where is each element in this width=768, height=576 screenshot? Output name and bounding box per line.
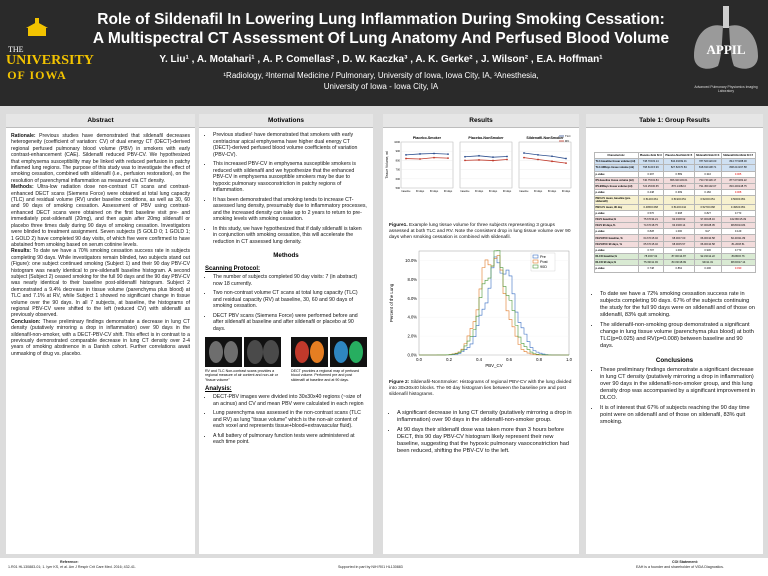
- x-tick-label: 30 days: [415, 190, 425, 193]
- table-cell: 98.80±13.84: [721, 223, 755, 229]
- old-capitol-icon: [22, 18, 52, 38]
- table-cell: 78.33±7.02: [638, 254, 663, 260]
- table-cell: 102.80±15.39: [721, 216, 755, 222]
- table-body: [594, 159, 755, 272]
- table-cell: 66.00±10.58: [694, 235, 721, 241]
- poster-header: [0, 0, 768, 106]
- list-item: • In this study, we have hypothesized that if daily sildenafil is taken in conjunction with smoking cessation, this will accelerate the reduction in CT assessed lung density.: [213, 226, 367, 246]
- chart-panel: [519, 142, 571, 188]
- table-header-cell: Sildenafil-Smk N=3: [695, 154, 720, 158]
- table-cell: 0.519±0.051: [663, 196, 694, 204]
- x-tick-label: 1.0: [566, 357, 572, 362]
- data-point: [447, 153, 449, 155]
- data-point: [551, 160, 553, 162]
- x-tick-label: baseline: [460, 190, 470, 193]
- motivations-list: [199, 128, 373, 245]
- data-point: [537, 159, 539, 161]
- table-cell: 81.20±8.51: [721, 241, 755, 247]
- appil-caption: Advanced Pulmonary Physiomics Imaging Laboratory: [694, 85, 758, 93]
- table-cell: 0.200: [694, 266, 721, 272]
- table-cell: 0.707: [638, 247, 663, 253]
- table-cell: 0.827: [694, 210, 721, 216]
- list-item: • Lung parenchyma was assessed in the non-contrast scans (TLC and RV) as lung "tissue volume" which is the non-air content of each voxel and represents tissue+blood+extravascular fluid).: [213, 410, 367, 430]
- table-cell: 818.63±108.71: [694, 165, 721, 171]
- data-point: [433, 153, 435, 155]
- table-cell: 740.75±32.84: [638, 177, 663, 183]
- affiliations: [76, 70, 686, 92]
- list-item: • It is of interest that 67% of subjects reaching the 90 day time point were on sildenafil and of those on sildenafil, 83% quit smoking.: [600, 405, 757, 426]
- noncontrast-caption: RV and TLC Non-contrast scans provides a regional measure of air content and non-air or "tissue volume": [205, 369, 278, 382]
- table-cell: 0.773: [721, 247, 755, 253]
- title-line-1: Role of Sildenafil In Lowering Lung Inflammation During Smoking Cessation:: [97, 11, 665, 28]
- table-row-label: TLC-baseline tissue volume (ml): [594, 159, 638, 165]
- table-row-label: FEV1 baseline,%: [594, 216, 638, 222]
- table-bullets: [586, 273, 763, 350]
- table-cell: 0.862: [663, 266, 694, 272]
- poster-footer: [0, 558, 768, 576]
- dect-pbv-images: [291, 337, 367, 367]
- appil-wordmark: APPIL: [706, 42, 746, 57]
- methods-image-captions: [199, 369, 373, 382]
- data-point: [565, 158, 567, 160]
- table-cell: 92.33±8.62: [663, 216, 694, 222]
- figure-2-caption: Figure 2: Sildenafil-NonSmoker: Histograms of regional PBV-CV with the lung divided into 30x30x40 blocks. The 90 day histogram lies between the baseline pre and post sildenafil histograms.: [389, 380, 572, 397]
- table-cell: 0.005: [721, 171, 755, 177]
- table-cell: 816.49±148.75: [721, 183, 755, 189]
- y-axis-label: Percent of the Lung: [389, 283, 394, 323]
- table-cell: 0.316: [694, 171, 721, 177]
- data-point: [433, 157, 435, 159]
- table-cell: 876.14±82.0: [663, 183, 694, 189]
- table-cell: NA*: [694, 229, 721, 235]
- x-tick-label: 90 days: [443, 190, 453, 193]
- table-cell: 0.773: [721, 210, 755, 216]
- legend-label: Post: [540, 260, 548, 264]
- y-tick-label: 2.0%: [407, 333, 417, 339]
- y-tick-label: 10.0%: [405, 257, 417, 263]
- x-tick-label: baseline: [401, 190, 411, 193]
- table-cell: 82.40±11.89: [721, 235, 755, 241]
- lungs-icon: [688, 4, 764, 76]
- list-item: • To date we have a 72% smoking cessation success rate in subjects completing 90 days. 67% of the subjects continuing the study for the full 90 days were on sildenafil and of those on sildenafil, 83% quit smoking.: [600, 291, 757, 319]
- motivations-methods-column: [199, 114, 373, 554]
- x-tick-label: 60 days: [488, 190, 498, 193]
- list-item: • Previous studies¹ have demonstrated that smokers with early centriacinar apical emphysema have higher dual energy CT (DECT)-derived perfused blood volume coefficients of variation (PBV-CV).: [213, 132, 367, 158]
- x-tick-label: 0.6: [506, 357, 512, 362]
- x-tick-label: 60 days: [547, 190, 557, 193]
- table-cell: 806.92±103.61: [663, 177, 694, 183]
- results-bullets: [383, 400, 579, 455]
- legend-label: RV: [565, 139, 570, 144]
- y-tick-label: 900: [395, 150, 400, 154]
- table-cell: 92.33±12.22: [694, 254, 721, 260]
- table-conclusions-column: [586, 114, 763, 554]
- table-row-label: p-value: [594, 210, 638, 216]
- table-cell: 0.527±0.068: [694, 204, 721, 210]
- data-point: [405, 154, 407, 156]
- y-tick-label: 6.0%: [407, 295, 417, 301]
- x-tick-label: 90 days: [561, 190, 571, 193]
- table-row-label: TLC-90Days tissue volume (ml): [594, 165, 638, 171]
- list-item: • Two non-contrast volume CT scans at total lung capacity (TLC) and residual capacity (RV) at baseline, 30, 60 and 90 days of smoking cessation.: [213, 290, 367, 310]
- data-point: [537, 154, 539, 156]
- table-cell: 0.748: [638, 266, 663, 272]
- table-cell: 97.00±28.05: [694, 223, 721, 229]
- group-results-table: [594, 152, 756, 273]
- list-item: • These preliminary findings demonstrate a significant decrease in lung CT density (putatively mirroring a drop in inflammation) over 90 days in the sildenafil-non-smoker group, and this lung density drop was accompanied by a significant improvement in DLCO.: [600, 367, 757, 402]
- table-cell: 0.399: [663, 190, 694, 196]
- x-tick-label: 0.4: [476, 357, 482, 362]
- x-tick-label: 0.0: [416, 357, 422, 362]
- university-logo: [6, 18, 94, 82]
- table-heading: Table 1: Group Results: [586, 114, 763, 128]
- table-header-cell: Sildenafil-NonSmk N=17: [723, 154, 754, 158]
- table-row-label: p-value: [594, 171, 638, 177]
- y-tick-label: 4.0%: [407, 314, 417, 320]
- table-cell: 66.00±10.58: [694, 241, 721, 247]
- table-cell: 98.60±17.14: [721, 260, 755, 266]
- data-point: [447, 157, 449, 159]
- x-axis-label: PBV_CV: [485, 363, 503, 368]
- list-item: • The number of subjects completed 90 day visits: 7 (in abstract) now 18 currently.: [213, 274, 367, 287]
- table-cell: 0.030: [721, 266, 755, 272]
- author-list: Y. Liu¹ , A. Motahari¹ , A. P. Comellas² , D. W. Kaczka³ , A. K. Gerke² , J. Wilson² , E.A. Hoffman¹: [159, 54, 603, 65]
- motivations-heading: Motivations: [199, 114, 373, 128]
- table-cell: 733.74±118.17: [694, 177, 721, 183]
- table-row-label: PBV-CV mean, 90 day: [594, 204, 638, 210]
- y-tick-label: 600: [395, 177, 400, 181]
- figure-1-line-charts: [383, 128, 579, 216]
- table-cell: 68.00±5.57: [663, 241, 694, 247]
- abstract-conclusion: Conclusion: These preliminary findings demonstrate a decrease in lung CT density (putatively mirroring a drop in inflammation) over 90 days in the sildenafil-non-smoker, with a DECT-PBV-CV shift. This effect is in contrast to a previously demonstrated comparable decrease in lung CT density over 2-4 years of smoking abstinence in a Danish cohort. Further correlations await unmasking of drug vs. placebo.: [11, 318, 190, 357]
- x-tick-label: 30 days: [474, 190, 484, 193]
- dect-caption: DECT provides a regional map of perfused blood volume. Performed pre and post sildenafil at baseline and at 90 days.: [291, 369, 360, 382]
- title-line-2: A Multispectral CT Assessment Of Lung Anatomy And Perfused Blood Volume: [92, 30, 670, 47]
- data-point: [492, 156, 494, 158]
- table-row-label: PBV-CV mean, baseline (pre-sildenafil): [594, 196, 638, 204]
- table-cell: 827.82±70.84: [663, 165, 694, 171]
- table-header-cell: Placebo-Smk N=3: [639, 154, 662, 158]
- table-row-label: p-value: [594, 229, 638, 235]
- table-cell: 93.33±8.14: [663, 223, 694, 229]
- table-row-label: FEV1/FVC 90 days, %: [594, 241, 638, 247]
- table-row: [594, 196, 755, 204]
- results-column: [383, 114, 579, 554]
- data-point: [523, 152, 525, 154]
- table-cell: 0.589: [663, 171, 694, 177]
- conclusions-list: [586, 367, 763, 426]
- table-cell: 0.509±0.051: [721, 196, 755, 204]
- list-item: • DECT PBV scans (Siemens Force) were performed before and after sildenafil at baseline and after sildenafil or placebo at 90 days.: [213, 313, 367, 333]
- logo-of-iowa: OF IOWA: [7, 68, 67, 82]
- table-cell: 791.45±102.67: [694, 183, 721, 189]
- table-cell: 844.77±188.00: [721, 159, 755, 165]
- data-point: [478, 155, 480, 157]
- table-cell: 1.000: [663, 229, 694, 235]
- table-cell: 94±11.31: [694, 260, 721, 266]
- data-point: [405, 158, 407, 160]
- reference-text: 1.R01 HL130883-01; 1. Iyer KS, et al. Am J Respir Crit Care Med. 2016; 432-41.: [8, 565, 136, 569]
- table-cell: 0.930: [694, 247, 721, 253]
- legend-label: TLC: [565, 134, 571, 139]
- legend-label: 90D: [540, 265, 547, 269]
- x-tick-label: 90 days: [502, 190, 512, 193]
- table-cell: 0.448: [638, 190, 663, 196]
- table-cell: 0.008: [721, 190, 755, 196]
- data-point: [464, 156, 466, 158]
- list-item: • The sildenafil-non-smoking group demonstrated a significant change in lung tissue volume (parenchyma plus blood) at both TLC(p=0.025) and RV(p=0.008) between baseline and 90 days.: [600, 322, 757, 350]
- poster-title: [76, 10, 686, 48]
- affiliations-line-1: ¹Radiology, ²Internal Medicine / Pulmonary, University of Iowa, Iowa City, IA, ³Anesthesia,: [223, 71, 539, 80]
- results-heading: Results: [383, 114, 579, 128]
- abstract-column: [6, 114, 195, 554]
- abstract-methods: Methods: Ultra-low radiation dose non-contrast CT scans and contrast-enhanced DECT scans (Siemens Force) were obtained at total lung capacity (TLC) and residual volume (RV) under baseline conditions, as well as 30, 60 and 90 days of smoking cessation. Assessment of PBV using contrast-enhanced DECT scans were obtained on the first baseline visit pre- and immediately post-sildenafil (20mg), and then again after 20mg sildenafil or placebo three times daily during 90 days of smoking cessation. Investigators were blinded to treatment assignment. Seven subjects (5 GOLD 0; 1 GOLD 1; 1 GOLD 2) have completed 90 day visits, of which five were confirmed to have abstained from smoking based on serum cotinine levels.: [11, 184, 190, 248]
- table-row-label: FEV1/FVC baseline, %: [594, 235, 638, 241]
- support-text: Supported in part by NIH R01 HL130883: [338, 565, 403, 569]
- figure-1-ylabel: Tissue Volume, ml: [385, 151, 389, 179]
- x-tick-label: 60 days: [429, 190, 439, 193]
- data-point: [523, 157, 525, 159]
- table-cell: 877.07±182.22: [721, 177, 755, 183]
- affiliations-line-2: University of Iowa - Iowa City, IA: [323, 82, 439, 91]
- appil-logo: [686, 4, 766, 100]
- table-cell: 83.33±18.99: [663, 260, 694, 266]
- table-row-label: p-value: [594, 266, 638, 272]
- table-row-label: FEV1 90 days,%: [594, 223, 638, 229]
- scanning-protocol-heading: Scanning Protocol:: [205, 266, 261, 272]
- table-cell: 75.33±11.93: [638, 260, 663, 266]
- list-item: • DECT-PBV images were divided into 30x30x40 regions (~size of an acinus) and CV and mean PBV were calculated in each region: [213, 394, 367, 407]
- data-point: [551, 155, 553, 157]
- list-item: • It has been demonstrated that smoking tends to increase CT-assessed lung density, presumably due to inflammatory processes, and the increased density can take up to 2 years to return to pre-smoking levels with smoking cessation.: [213, 197, 367, 223]
- conclusions-heading: Conclusions: [655, 356, 694, 364]
- y-tick-label: 1000: [394, 141, 400, 144]
- y-tick-label: 0.0%: [407, 352, 417, 358]
- table-row-label: DLCO 90 days,%: [594, 260, 638, 266]
- table-cell: 74.67±18.75: [638, 223, 663, 229]
- table-cell: 0.576: [638, 210, 663, 216]
- coi-label: COI Statement:: [672, 560, 698, 564]
- table-cell: 787.52±120.00: [694, 159, 721, 165]
- data-point: [419, 153, 421, 155]
- x-tick-label: baseline: [519, 190, 529, 193]
- y-tick-label: 700: [395, 168, 400, 172]
- x-tick-label: 0.2: [446, 357, 452, 362]
- x-tick-label: 30 days: [533, 190, 543, 193]
- table-cell: 1.000: [663, 247, 694, 253]
- data-point: [506, 159, 508, 161]
- analysis-list: [199, 394, 373, 446]
- list-item: • A full battery of pulmonary function tests were administered at each time point.: [213, 433, 367, 446]
- table-row: [594, 266, 755, 272]
- y-tick-label: 800: [395, 159, 400, 163]
- x-tick-label: 0.8: [536, 357, 542, 362]
- table-header-cell: Placebo-NonSmk N=5: [665, 154, 693, 158]
- table-cell: 0.512±0.044: [663, 204, 694, 210]
- table-cell: 97.00±28.16: [694, 216, 721, 222]
- table-cell: 724.25±30.65: [638, 183, 663, 189]
- table-cell: 808.21±197.58: [721, 165, 755, 171]
- analysis-heading: Analysis:: [205, 386, 232, 393]
- list-item: • A significant decrease in lung CT density (putatively mirroring a drop in inflammation) over 90 days in the sildenafil-non-smoker group.: [397, 410, 573, 424]
- table-cell: 0.397: [638, 171, 663, 177]
- table-cell: 64.67±15.02: [638, 235, 663, 241]
- table-cell: 75.67±34.21: [638, 216, 663, 222]
- abstract-rationale: Rationale: Previous studies have demonstrated that sildenafil decreases heterogeneity (coefficient of variation: CV) of dual energy CT (DECT)-derived regional perfused pulmonary blood volume (PBV) in smokers with early contrast-enhancement (CAE). Sildenafil reduced PBV-CV. We hypothesized that emphysema susceptibility may be linked with reduced perfusion in patchy inflamed lung regions. The purpose of this study was to investigate the effect of smoking cessation, combined with sildenafil (i.e., perfusion restoration), on the resolution of parenchymal inflammation as measured via CT density.: [11, 133, 190, 184]
- table-cell: 68.00±7.00: [663, 235, 694, 241]
- table-cell: 768.61±15.99: [638, 165, 663, 171]
- chart-panel: [460, 142, 512, 188]
- ct-scan-images: [205, 337, 281, 367]
- figure-2-histogram: [383, 243, 579, 373]
- y-tick-label: 8.0%: [407, 276, 417, 282]
- table-cell: 0.496±0.051: [721, 204, 755, 210]
- table-row-label: p-value: [594, 247, 638, 253]
- data-point: [464, 160, 466, 162]
- list-item: • At 90 days their sildenafil dose was taken more than 3 hours before DECT, this 90 day PBV-CV histogram likely represent their new baseline, suggesting that the hypoxic pulmonary vasoconstriction had been reduced, shifting the PBV-CV to the left.: [397, 427, 573, 455]
- table-cell: 0.828: [638, 229, 663, 235]
- panel-title: Sildenafil-NonSmoker: [526, 136, 564, 140]
- table-row-label: RV-90Days tissue volume (ml): [594, 183, 638, 189]
- abstract-results: Results: To date we have a 70% smoking cessation success rate in subjects completing 90 days. While investigators remain blinded, two subjects stand out (Figure): one subject continued smoking (Subject 1) and their 90 day PBV-CV histogram was nearly identical to pre-sildenafil baseline histogram. A second subject (Subject 2) ceased smoking for the full 90 days and the 90 day PBV-CV was nearly identical to their baseline post-sildenafil histogram. Subject 2 demonstrated a 9.4% decrease in tissue volume (parenchyma plus blood) at TLC and 7.1% at RV, while Subject 1 showed no significant change in tissue volume over the 90 days. In all 7 subjects, at baseline, the histograms of regional PBV-CV were shifted to the left (reduced CV) with sildenafil as previously observed.: [11, 248, 190, 319]
- protocol-list: [199, 274, 373, 332]
- reference-label: Reference:: [60, 560, 79, 564]
- legend-label: Pre: [540, 255, 546, 259]
- table-cell: 844.49±99.31: [663, 159, 694, 165]
- data-point: [419, 158, 421, 160]
- table-row-label: RV-baseline tissue volume (ml): [594, 177, 638, 183]
- data-point: [506, 156, 508, 158]
- y-tick-label: 500: [395, 187, 400, 190]
- panel-title: Placebo-NonSmoker: [468, 136, 504, 140]
- list-item: • This increased PBV-CV in emphysema susceptible smokers is reduced with sildenafil and we hypothesize that the enhanced PBV-CV in emphysema susceptible smokers may be due to hypoxic pulmonary vasoconstriction in patchy regions of inflammation.: [213, 161, 367, 194]
- figure-1-caption: Figure1. Example lung tissue volume for three subjects representing 3 groups assessed at both TLC and RV. Note the consistent drop in lung tissue volume over 90 days when smoking cessation is combined with sildenafil.: [389, 223, 571, 240]
- table-row-label: DLCO baseline,%: [594, 254, 638, 260]
- table-cell: 0.512±0.061: [638, 196, 663, 204]
- table-row-label: p-value: [594, 190, 638, 196]
- table-cell: 0.522±0.051: [694, 196, 721, 204]
- chart-panel: [401, 142, 453, 188]
- logo-university: UNIVERSITY: [6, 53, 94, 68]
- table-cell: 87.00±14.87: [663, 254, 694, 260]
- table-header-cell: Characteristic: [594, 153, 638, 159]
- panel-title: Placebo-Smoker: [412, 136, 442, 140]
- table-cell: 65.67±15.02: [638, 241, 663, 247]
- abstract-body: [6, 128, 195, 362]
- table-cell: 0.908: [663, 210, 694, 216]
- data-point: [492, 160, 494, 162]
- table-cell: 0.129: [721, 229, 755, 235]
- data-point: [478, 159, 480, 161]
- methods-images: [199, 335, 373, 369]
- methods-heading: Methods: [273, 252, 299, 259]
- coi-text: EAH is a founder and shareholder of VIDA Diagnostics.: [636, 565, 724, 569]
- table-cell: 89.80±6.76: [721, 254, 755, 260]
- table-cell: 0.495±0.068: [638, 204, 663, 210]
- abstract-heading: Abstract: [6, 114, 195, 128]
- data-point: [565, 162, 567, 164]
- logo-the: THE: [8, 45, 24, 54]
- table-cell: 0.182: [694, 190, 721, 196]
- table-cell: 738.70±33.14: [638, 159, 663, 165]
